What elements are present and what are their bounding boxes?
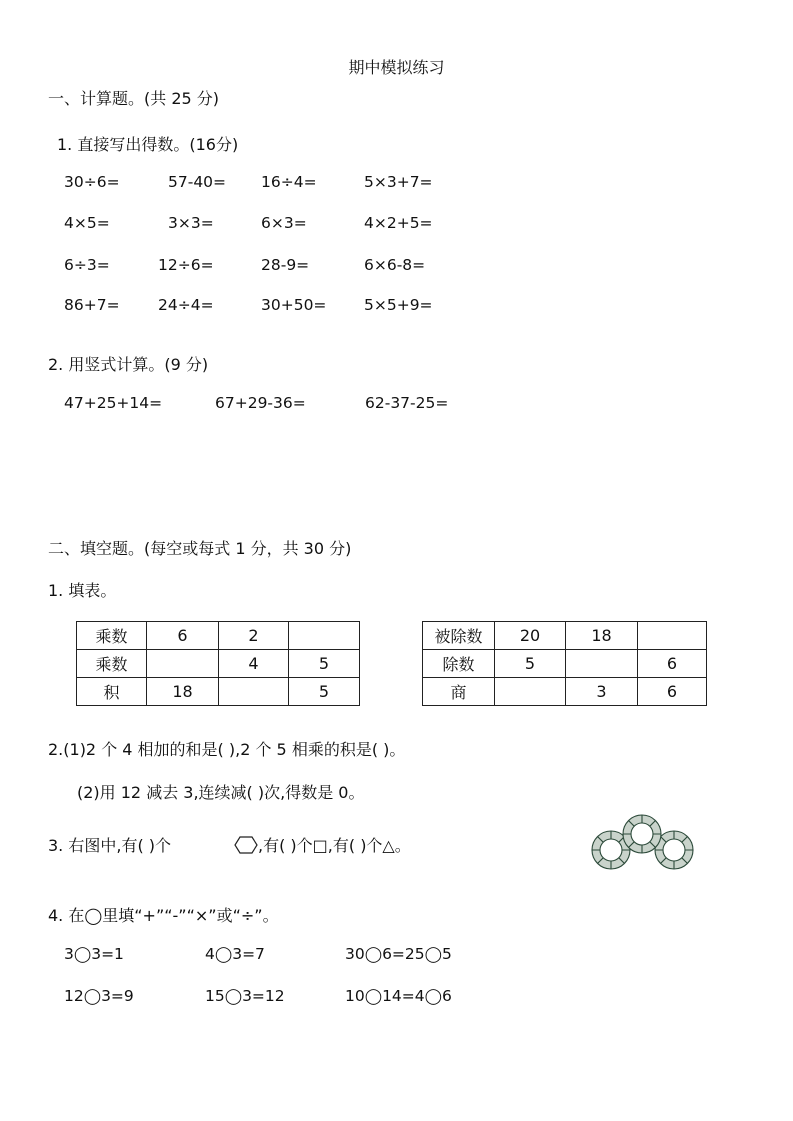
table-cell: 18	[566, 622, 638, 650]
operator-item: 30◯6=25◯5	[345, 945, 452, 963]
table-cell	[289, 622, 360, 650]
calc-item: 30+50=	[261, 296, 327, 314]
section1-heading: 一、计算题。(共 25 分)	[48, 89, 220, 108]
operator-item: 15◯3=12	[205, 987, 285, 1005]
table-cell: 积	[77, 678, 147, 706]
multiplication-table	[76, 621, 360, 706]
table-cell: 5	[289, 650, 360, 678]
q2-line2: (2)用 12 减去 3,连续减( )次,得数是 0。	[77, 783, 365, 802]
calc-item: 6×6-8=	[364, 256, 426, 274]
page-title: 期中模拟练习	[348, 58, 445, 77]
octagon-rings-figure	[588, 812, 698, 876]
q2-line1: 2.(1)2 个 4 相加的和是( ),2 个 5 相乘的积是( )。	[48, 740, 406, 759]
q2-label: 2. 用竖式计算。(9 分)	[48, 355, 209, 374]
operator-item: 12◯3=9	[64, 987, 134, 1005]
calc-item: 28-9=	[261, 256, 310, 274]
division-table	[422, 621, 707, 706]
table-cell: 6	[638, 678, 707, 706]
calc-item: 30÷6=	[64, 173, 120, 191]
calc-item: 4×5=	[64, 214, 110, 232]
calc-item: 86+7=	[64, 296, 120, 314]
calc-item: 3×3=	[168, 214, 214, 232]
table-cell: 20	[495, 622, 566, 650]
table-cell	[495, 678, 566, 706]
vertical-calc-item: 67+29-36=	[215, 394, 306, 412]
calc-item: 16÷4=	[261, 173, 317, 191]
table-cell: 被除数	[423, 622, 495, 650]
table-cell: 3	[566, 678, 638, 706]
table-cell: 5	[289, 678, 360, 706]
calc-item: 6÷3=	[64, 256, 110, 274]
table-cell: 乘数	[77, 622, 147, 650]
calc-item: 5×5+9=	[364, 296, 433, 314]
section2-heading: 二、填空题。(每空或每式 1 分，共 30 分)	[48, 539, 352, 558]
table-cell: 商	[423, 678, 495, 706]
table-cell: 乘数	[77, 650, 147, 678]
table-cell	[638, 622, 707, 650]
vertical-calc-item: 62-37-25=	[365, 394, 449, 412]
table-cell: 5	[495, 650, 566, 678]
vertical-calc-item: 47+25+14=	[64, 394, 163, 412]
fill-table-label: 1. 填表。	[48, 581, 117, 600]
table-cell: 6	[147, 622, 219, 650]
ring-top	[623, 815, 661, 853]
calc-item: 6×3=	[261, 214, 307, 232]
table-cell: 2	[219, 622, 289, 650]
operator-item: 4◯3=7	[205, 945, 265, 963]
calc-item: 24÷4=	[158, 296, 214, 314]
q3-suffix: ,有( )个□,有( )个△。	[258, 836, 411, 855]
q4-label: 4. 在◯里填“+”“-”“×”或“÷”。	[48, 906, 279, 925]
q3-prefix: 3. 右图中,有( )个	[48, 836, 172, 855]
table-cell	[219, 678, 289, 706]
hexagon-icon	[232, 834, 260, 856]
table-cell	[566, 650, 638, 678]
table-cell: 4	[219, 650, 289, 678]
table-cell: 6	[638, 650, 707, 678]
operator-item: 10◯14=4◯6	[345, 987, 452, 1005]
q1-label: 1. 直接写出得数。(16分)	[57, 135, 239, 154]
table-cell: 除数	[423, 650, 495, 678]
operator-item: 3◯3=1	[64, 945, 124, 963]
table-cell	[147, 650, 219, 678]
calc-item: 57-40=	[168, 173, 227, 191]
calc-item: 4×2+5=	[364, 214, 433, 232]
table-cell: 18	[147, 678, 219, 706]
calc-item: 5×3+7=	[364, 173, 433, 191]
calc-item: 12÷6=	[158, 256, 214, 274]
